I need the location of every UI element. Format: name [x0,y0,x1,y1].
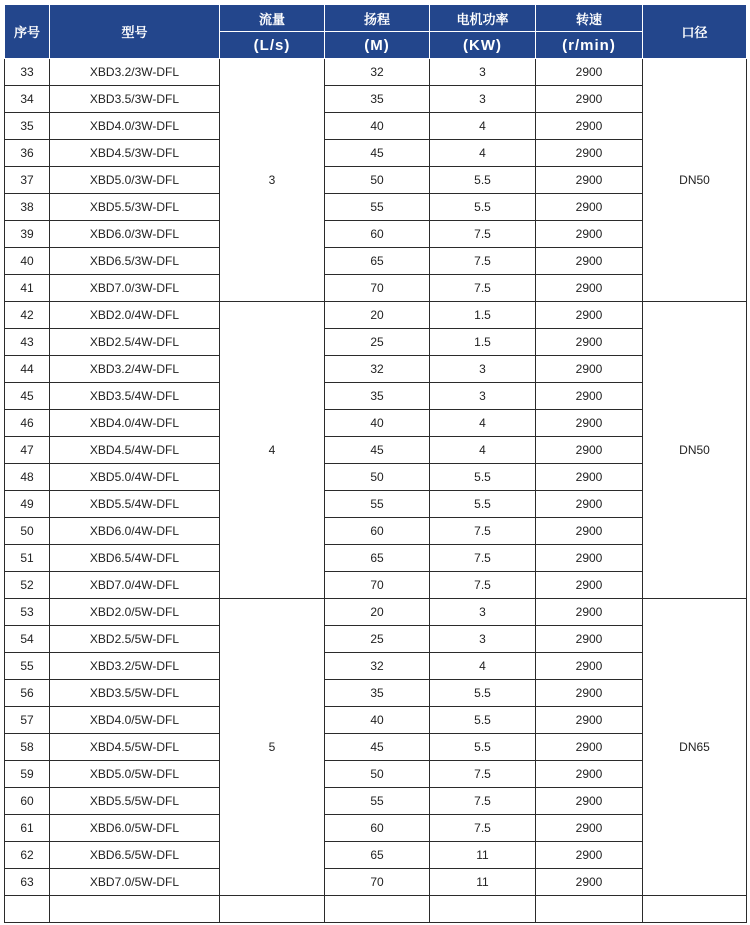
seq-cell: 48 [5,464,50,491]
empty-cell [430,896,536,923]
table-row [5,653,747,680]
model-cell: XBD2.0/5W-DFL [50,599,220,626]
table-row [5,815,747,842]
speed-cell: 2900 [536,194,643,221]
power-cell: 7.5 [430,572,536,599]
header-model: 型号 [50,5,220,59]
power-cell: 4 [430,437,536,464]
speed-cell: 2900 [536,437,643,464]
speed-cell: 2900 [536,869,643,896]
power-cell: 5.5 [430,464,536,491]
head-cell: 65 [325,842,430,869]
head-cell: 45 [325,140,430,167]
seq-cell: 44 [5,356,50,383]
table-row [5,518,747,545]
table-row [5,734,747,761]
model-cell: XBD5.0/5W-DFL [50,761,220,788]
head-cell: 40 [325,707,430,734]
seq-cell: 52 [5,572,50,599]
head-cell: 60 [325,221,430,248]
power-cell: 11 [430,869,536,896]
table-row [5,59,747,86]
table-row [5,545,747,572]
model-cell: XBD7.0/4W-DFL [50,572,220,599]
speed-cell: 2900 [536,59,643,86]
head-cell: 20 [325,599,430,626]
seq-cell: 41 [5,275,50,302]
table-row [5,869,747,896]
seq-cell: 54 [5,626,50,653]
seq-cell: 37 [5,167,50,194]
model-cell: XBD5.0/3W-DFL [50,167,220,194]
table-row [5,788,747,815]
speed-cell: 2900 [536,545,643,572]
table-row [5,707,747,734]
power-cell: 1.5 [430,302,536,329]
head-cell: 55 [325,194,430,221]
seq-cell: 38 [5,194,50,221]
seq-cell: 46 [5,410,50,437]
seq-cell: 59 [5,761,50,788]
power-cell: 7.5 [430,518,536,545]
model-cell: XBD6.5/3W-DFL [50,248,220,275]
table-row [5,302,747,329]
model-cell: XBD4.5/4W-DFL [50,437,220,464]
seq-cell: 51 [5,545,50,572]
seq-cell: 43 [5,329,50,356]
table-row [5,140,747,167]
header-head: 扬程 [325,5,430,32]
table-header [5,5,747,59]
speed-cell: 2900 [536,113,643,140]
empty-cell [643,896,747,923]
model-cell: XBD7.0/5W-DFL [50,869,220,896]
speed-cell: 2900 [536,140,643,167]
header-flow: 流量 [220,5,325,32]
table-row [5,248,747,275]
head-cell: 45 [325,734,430,761]
model-cell: XBD3.2/3W-DFL [50,59,220,86]
table-row [5,626,747,653]
empty-cell [325,896,430,923]
head-cell: 25 [325,626,430,653]
speed-cell: 2900 [536,356,643,383]
power-cell: 7.5 [430,248,536,275]
seq-cell: 62 [5,842,50,869]
speed-cell: 2900 [536,626,643,653]
table-row [5,464,747,491]
speed-cell: 2900 [536,167,643,194]
empty-cell [220,896,325,923]
head-cell: 32 [325,59,430,86]
diameter-cell: DN50 [643,59,747,302]
table-row [5,356,747,383]
pump-spec-table [4,4,747,923]
header-power: 电机功率 [430,5,536,32]
power-cell: 7.5 [430,545,536,572]
head-cell: 35 [325,86,430,113]
header-speed: 转速 [536,5,643,32]
head-cell: 60 [325,518,430,545]
power-cell: 4 [430,410,536,437]
model-cell: XBD3.5/3W-DFL [50,86,220,113]
power-cell: 5.5 [430,680,536,707]
model-cell: XBD5.0/4W-DFL [50,464,220,491]
seq-cell: 57 [5,707,50,734]
head-cell: 65 [325,248,430,275]
table-row [5,599,747,626]
speed-cell: 2900 [536,599,643,626]
head-cell: 50 [325,464,430,491]
seq-cell: 36 [5,140,50,167]
power-cell: 7.5 [430,815,536,842]
head-cell: 20 [325,302,430,329]
speed-cell: 2900 [536,707,643,734]
table-row [5,572,747,599]
table-row [5,113,747,140]
power-cell: 4 [430,113,536,140]
head-cell: 32 [325,356,430,383]
empty-row [5,896,747,923]
head-cell: 40 [325,113,430,140]
table-row [5,761,747,788]
table-row [5,221,747,248]
seq-cell: 53 [5,599,50,626]
diameter-cell: DN65 [643,599,747,896]
speed-cell: 2900 [536,734,643,761]
empty-cell [5,896,50,923]
power-cell: 7.5 [430,221,536,248]
seq-cell: 42 [5,302,50,329]
empty-cell [50,896,220,923]
seq-cell: 49 [5,491,50,518]
table-row [5,680,747,707]
seq-cell: 35 [5,113,50,140]
power-cell: 5.5 [430,734,536,761]
header-diameter: 口径 [643,5,747,59]
model-cell: XBD2.5/5W-DFL [50,626,220,653]
power-cell: 3 [430,383,536,410]
table-row [5,842,747,869]
head-cell: 32 [325,653,430,680]
power-cell: 3 [430,599,536,626]
speed-cell: 2900 [536,788,643,815]
header-flow-unit: (L/s) [220,32,325,59]
speed-cell: 2900 [536,383,643,410]
seq-cell: 45 [5,383,50,410]
flow-cell: 3 [220,59,325,302]
flow-cell: 4 [220,302,325,599]
speed-cell: 2900 [536,275,643,302]
power-cell: 5.5 [430,194,536,221]
power-cell: 3 [430,356,536,383]
speed-cell: 2900 [536,680,643,707]
head-cell: 45 [325,437,430,464]
model-cell: XBD4.5/3W-DFL [50,140,220,167]
power-cell: 1.5 [430,329,536,356]
table-row [5,491,747,518]
speed-cell: 2900 [536,302,643,329]
model-cell: XBD6.5/5W-DFL [50,842,220,869]
power-cell: 7.5 [430,761,536,788]
speed-cell: 2900 [536,248,643,275]
power-cell: 5.5 [430,491,536,518]
power-cell: 7.5 [430,275,536,302]
table-row [5,329,747,356]
power-cell: 7.5 [430,788,536,815]
header-speed-unit: (r/min) [536,32,643,59]
power-cell: 11 [430,842,536,869]
model-cell: XBD6.0/4W-DFL [50,518,220,545]
speed-cell: 2900 [536,491,643,518]
seq-cell: 60 [5,788,50,815]
table-row [5,194,747,221]
model-cell: XBD5.5/5W-DFL [50,788,220,815]
power-cell: 5.5 [430,707,536,734]
table-row [5,167,747,194]
spec-table-container [4,4,747,923]
head-cell: 70 [325,869,430,896]
power-cell: 4 [430,140,536,167]
head-cell: 25 [325,329,430,356]
seq-cell: 47 [5,437,50,464]
table-row [5,86,747,113]
model-cell: XBD5.5/3W-DFL [50,194,220,221]
model-cell: XBD7.0/3W-DFL [50,275,220,302]
model-cell: XBD3.5/5W-DFL [50,680,220,707]
model-cell: XBD6.0/3W-DFL [50,221,220,248]
speed-cell: 2900 [536,86,643,113]
power-cell: 3 [430,59,536,86]
model-cell: XBD6.0/5W-DFL [50,815,220,842]
table-row [5,437,747,464]
power-cell: 5.5 [430,167,536,194]
seq-cell: 33 [5,59,50,86]
head-cell: 65 [325,545,430,572]
table-body [5,59,747,923]
head-cell: 55 [325,491,430,518]
table-row [5,275,747,302]
header-seq: 序号 [5,5,50,59]
seq-cell: 63 [5,869,50,896]
header-power-unit: (KW) [430,32,536,59]
table-row [5,383,747,410]
speed-cell: 2900 [536,464,643,491]
head-cell: 70 [325,572,430,599]
table-row [5,410,747,437]
speed-cell: 2900 [536,653,643,680]
model-cell: XBD4.0/3W-DFL [50,113,220,140]
speed-cell: 2900 [536,815,643,842]
model-cell: XBD4.0/4W-DFL [50,410,220,437]
power-cell: 3 [430,86,536,113]
speed-cell: 2900 [536,221,643,248]
speed-cell: 2900 [536,518,643,545]
seq-cell: 34 [5,86,50,113]
model-cell: XBD3.5/4W-DFL [50,383,220,410]
head-cell: 70 [325,275,430,302]
header-head-unit: (M) [325,32,430,59]
head-cell: 40 [325,410,430,437]
model-cell: XBD3.2/4W-DFL [50,356,220,383]
head-cell: 50 [325,167,430,194]
speed-cell: 2900 [536,329,643,356]
seq-cell: 39 [5,221,50,248]
speed-cell: 2900 [536,572,643,599]
model-cell: XBD4.0/5W-DFL [50,707,220,734]
flow-cell: 5 [220,599,325,896]
seq-cell: 55 [5,653,50,680]
model-cell: XBD2.5/4W-DFL [50,329,220,356]
diameter-cell: DN50 [643,302,747,599]
model-cell: XBD4.5/5W-DFL [50,734,220,761]
head-cell: 35 [325,383,430,410]
speed-cell: 2900 [536,410,643,437]
head-cell: 50 [325,761,430,788]
model-cell: XBD5.5/4W-DFL [50,491,220,518]
power-cell: 3 [430,626,536,653]
head-cell: 35 [325,680,430,707]
seq-cell: 56 [5,680,50,707]
power-cell: 4 [430,653,536,680]
seq-cell: 40 [5,248,50,275]
model-cell: XBD2.0/4W-DFL [50,302,220,329]
model-cell: XBD6.5/4W-DFL [50,545,220,572]
head-cell: 60 [325,815,430,842]
seq-cell: 61 [5,815,50,842]
speed-cell: 2900 [536,842,643,869]
head-cell: 55 [325,788,430,815]
empty-cell [536,896,643,923]
seq-cell: 58 [5,734,50,761]
model-cell: XBD3.2/5W-DFL [50,653,220,680]
speed-cell: 2900 [536,761,643,788]
seq-cell: 50 [5,518,50,545]
